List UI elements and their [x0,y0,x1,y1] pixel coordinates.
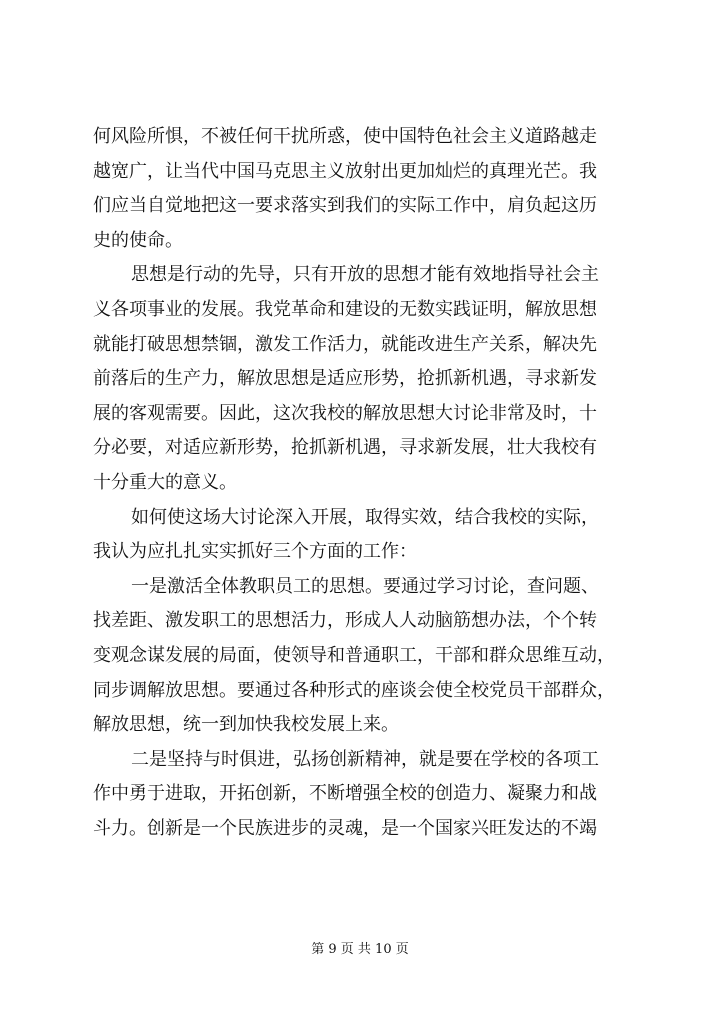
paragraph-4 [93,570,638,743]
paragraph-line: 变观念谋发展的局面，使领导和普通职工，干部和群众思维互动， [93,644,615,666]
paragraph-line: 展的客观需要。因此，这次我校的解放思想大讨论非常及时，十 [93,402,597,424]
paragraph-line: 史的使命。 [93,229,183,251]
paragraph-line: 越宽广，让当代中国马克思主义放射出更加灿烂的真理光芒。我 [93,160,597,182]
paragraph-line: 同步调解放思想。要通过各种形式的座谈会使全校党员干部群众， [93,679,615,701]
paragraph-3 [93,501,638,570]
paragraph-line: 分必要，对适应新形势，抢抓新机遇，寻求新发展，壮大我校有 [93,437,597,459]
paragraph-5 [93,743,638,847]
paragraph-line: 斗力。创新是一个民族进步的灵魂，是一个国家兴旺发达的不竭 [93,817,597,839]
paragraph-line: 十分重大的意义。 [93,471,237,493]
paragraph-line: 解放思想，统一到加快我校发展上来。 [93,714,399,736]
paragraph-first-line: 如何使这场大讨论深入开展，取得实效，结合我校的实际， [131,506,599,528]
paragraph-line: 前落后的生产力，解放思想是适应形势，抢抓新机遇，寻求新发 [93,368,597,390]
paragraph-first-line: 一是激活全体教职员工的思想。要通过学习讨论，查问题、 [131,575,599,597]
paragraph-1 [93,120,638,258]
paragraph-line: 就能打破思想禁锢，激发工作活力，就能改进生产关系，解决先 [93,333,597,355]
paragraph-first-line: 思想是行动的先导，只有开放的思想才能有效地指导社会主 [131,264,599,286]
document-body [93,120,638,846]
paragraph-line: 义各项事业的发展。我党革命和建设的无数实践证明，解放思想 [93,298,597,320]
paragraph-line: 们应当自觉地把这一要求落实到我们的实际工作中，肩负起这历 [93,195,597,217]
paragraph-line: 作中勇于进取，开拓创新，不断增强全校的创造力、凝聚力和战 [93,783,597,805]
paragraph-line: 何风险所惧，不被任何干扰所惑，使中国特色社会主义道路越走 [93,126,597,147]
paragraph-line: 找差距、激发职工的思想活力，形成人人动脑筋想办法，个个转 [93,610,597,632]
paragraph-2 [93,258,638,500]
page-number-footer: 第 9 页 共 10 页 [311,942,409,957]
paragraph-line: 我认为应扎扎实实抓好三个方面的工作： [93,541,417,563]
paragraph-first-line: 二是坚持与时俱进，弘扬创新精神，就是要在学校的各项工 [131,748,599,770]
